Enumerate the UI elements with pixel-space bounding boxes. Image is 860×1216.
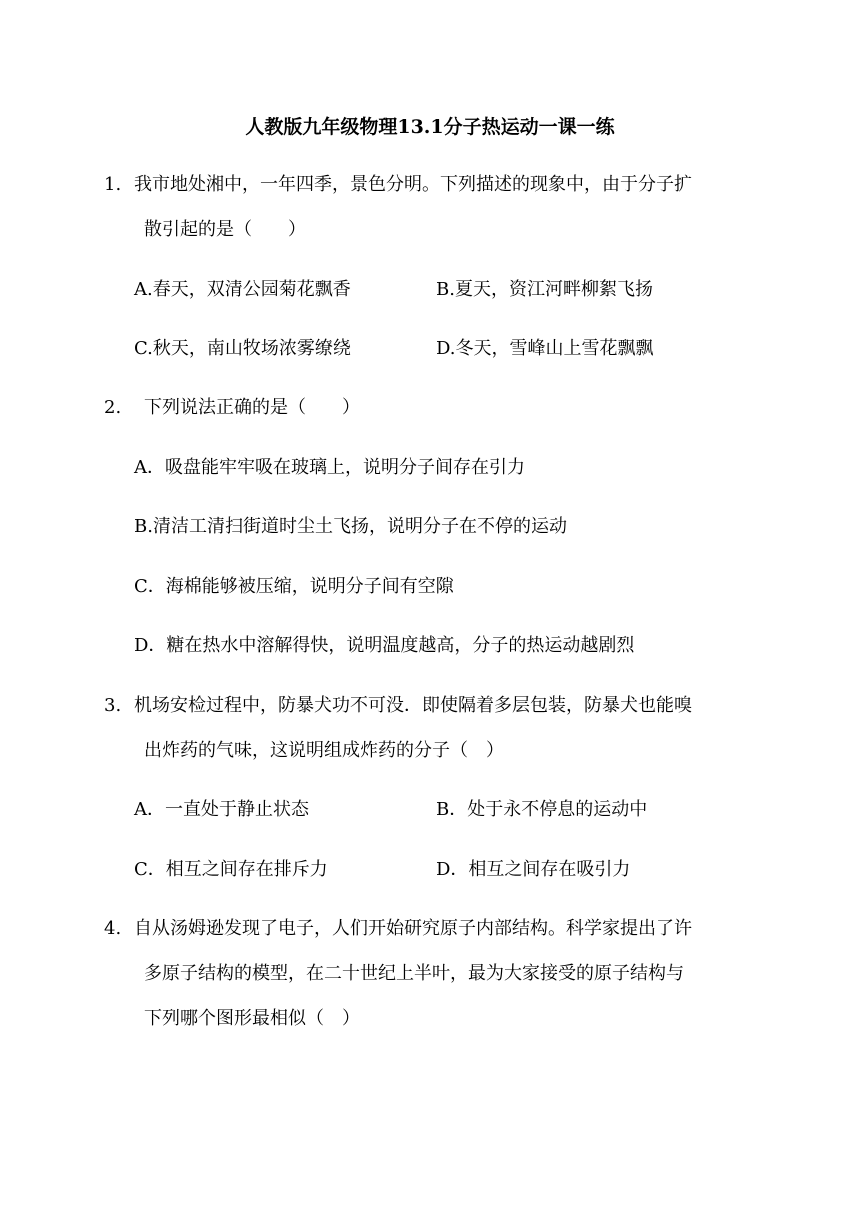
question-3-number: 3. bbox=[104, 695, 122, 716]
question-2-option-c: C．海棉能够被压缩，说明分子间有空隙 bbox=[134, 576, 454, 597]
question-4-stem-line-2: 多原子结构的模型，在二十世纪上半叶，最为大家接受的原子结构与 bbox=[144, 963, 684, 984]
page-title: 人教版九年级物理13.1分子热运动一课一练 bbox=[245, 116, 615, 138]
question-3-option-a: A．一直处于静止状态 bbox=[134, 799, 309, 820]
question-3-stem-line-2: 出炸药的气味，这说明组成炸药的分子（ ） bbox=[144, 740, 504, 761]
question-3-option-c: C．相互之间存在排斥力 bbox=[134, 859, 328, 880]
question-1-option-d: D.冬天，雪峰山上雪花飘飘 bbox=[436, 338, 654, 359]
question-1-stem-line-1: 我市地处湘中，一年四季，景色分明。下列描述的现象中，由于分子扩 bbox=[134, 174, 692, 195]
question-1-option-b: B.夏天，资江河畔柳絮飞扬 bbox=[436, 279, 653, 300]
question-1-number: 1. bbox=[104, 174, 122, 195]
question-4-stem-line-3: 下列哪个图形最相似（ ） bbox=[144, 1008, 360, 1029]
question-2-stem-line-1: 下列说法正确的是（ ） bbox=[144, 397, 360, 418]
question-2-option-b: B.清洁工清扫街道时尘土飞扬，说明分子在不停的运动 bbox=[134, 516, 567, 537]
question-3-option-b: B．处于永不停息的运动中 bbox=[436, 799, 648, 820]
question-2-option-a: A．吸盘能牢牢吸在玻璃上，说明分子间存在引力 bbox=[134, 457, 525, 478]
question-1-option-a: A.春天，双清公园菊花飘香 bbox=[134, 279, 351, 300]
question-3-stem-line-1: 机场安检过程中，防暴犬功不可没．即使隔着多层包装，防暴犬也能嗅 bbox=[134, 695, 692, 716]
question-2-number: 2. bbox=[104, 397, 122, 418]
question-1-stem-line-2: 散引起的是（ ） bbox=[144, 219, 306, 240]
question-2-option-d: D．糖在热水中溶解得快，说明温度越高，分子的热运动越剧烈 bbox=[134, 635, 635, 656]
question-4-number: 4. bbox=[104, 918, 122, 939]
question-3-option-d: D．相互之间存在吸引力 bbox=[436, 859, 631, 880]
question-1-option-c: C.秋天，南山牧场浓雾缭绕 bbox=[134, 338, 351, 359]
question-4-stem-line-1: 自从汤姆逊发现了电子，人们开始研究原子内部结构。科学家提出了许 bbox=[134, 918, 692, 939]
